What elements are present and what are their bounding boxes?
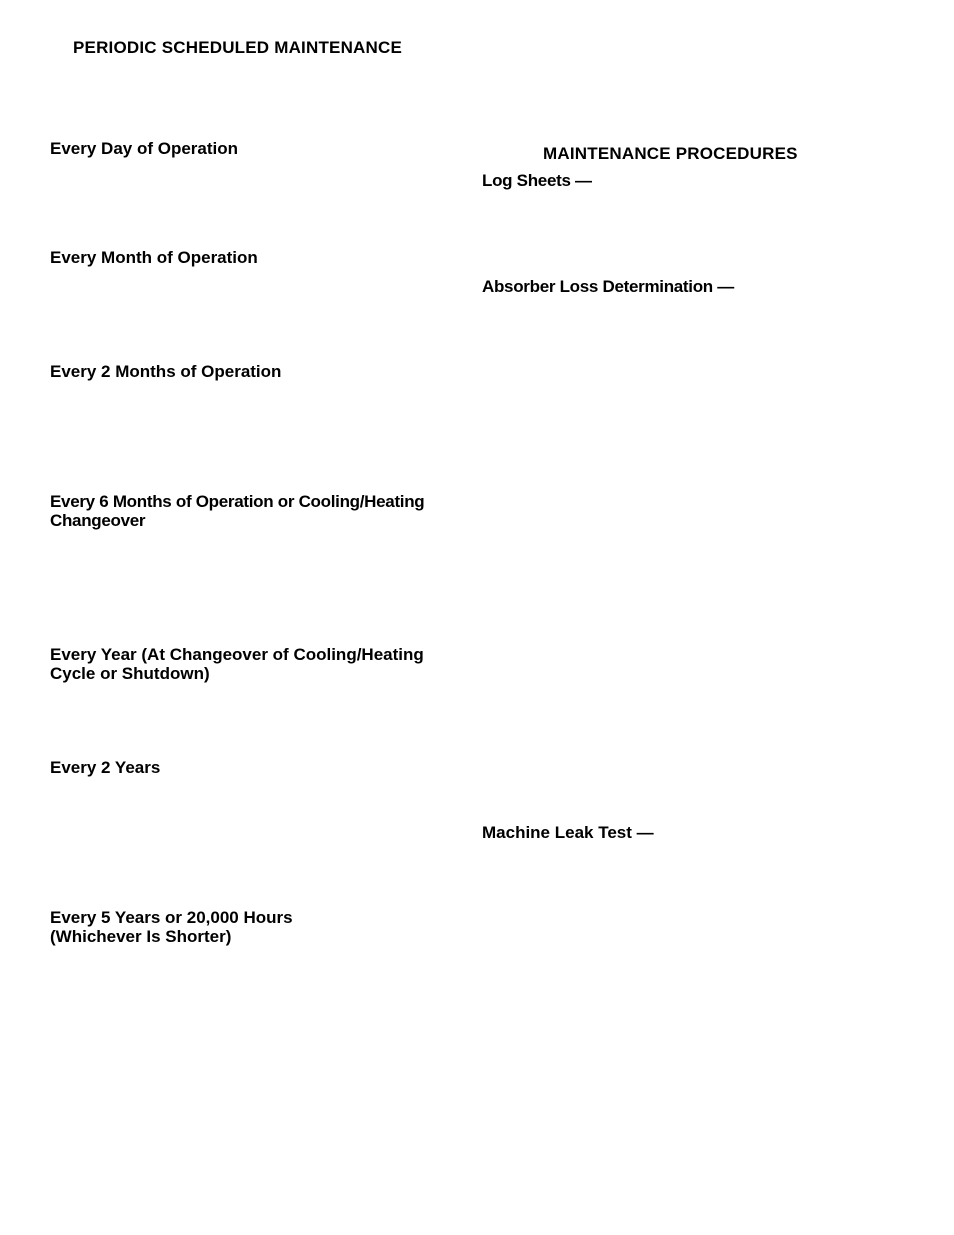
schedule-heading-six-months: [50, 492, 424, 530]
schedule-heading-line: (Whichever Is Shorter): [50, 927, 232, 946]
schedule-heading-line: Cycle or Shutdown): [50, 664, 210, 683]
schedule-heading-line: Every Day of Operation: [50, 139, 239, 158]
procedure-machine-leak-test: Machine Leak Test —: [482, 823, 654, 842]
schedule-heading-line: Every 6 Months of Operation or Cooling/Heating: [50, 492, 425, 511]
procedures-title: MAINTENANCE PROCEDURES: [543, 144, 798, 163]
page-title: PERIODIC SCHEDULED MAINTENANCE: [73, 38, 403, 57]
procedure-log-sheets: Log Sheets —: [482, 171, 592, 190]
schedule-heading-five-years: [50, 908, 293, 946]
schedule-heading-monthly: [50, 248, 258, 267]
schedule-heading-line: Every 2 Years: [50, 758, 161, 777]
schedule-heading-line: Every 2 Months of Operation: [50, 362, 282, 381]
schedule-heading-yearly: [50, 645, 424, 683]
schedule-heading-line: Every 5 Years or 20,000 Hours: [50, 908, 293, 927]
schedule-heading-line: Changeover: [50, 511, 146, 530]
schedule-heading-line: Every Month of Operation: [50, 248, 258, 267]
schedule-heading-line: Every Year (At Changeover of Cooling/Heating: [50, 645, 424, 664]
procedure-absorber-loss: Absorber Loss Determination —: [482, 277, 735, 296]
schedule-heading-bimonthly: [50, 362, 281, 381]
schedule-heading-two-years: [50, 758, 160, 777]
schedule-heading-daily: [50, 139, 238, 158]
